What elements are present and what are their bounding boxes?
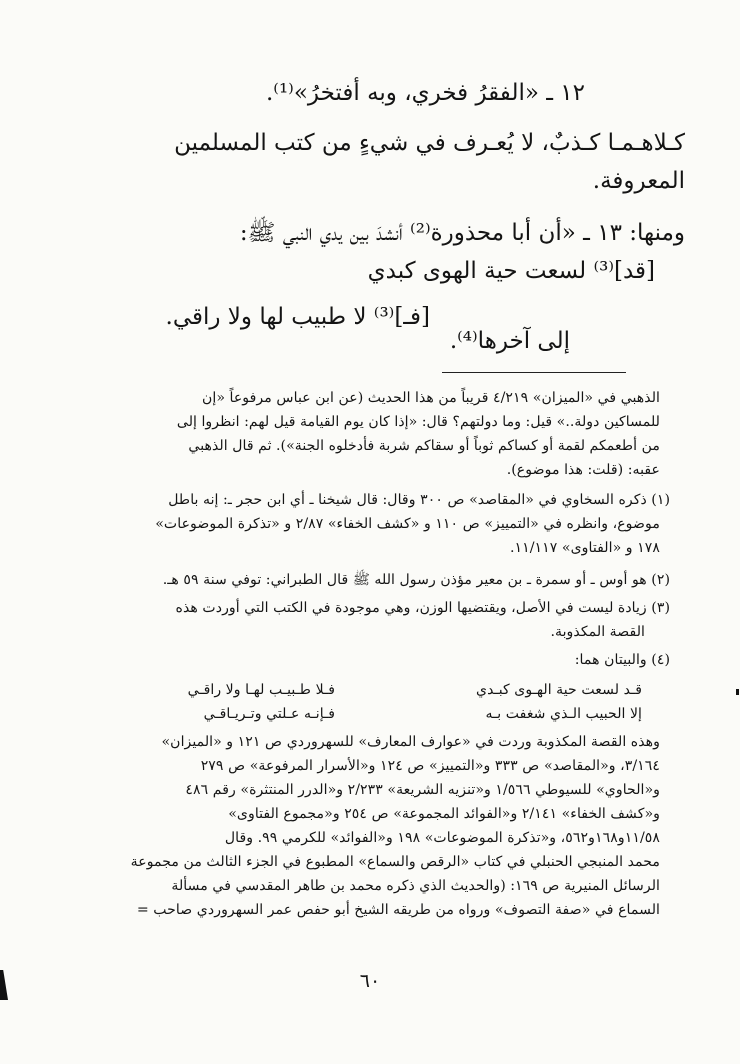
verse-line-2: [فـ]⁽³⁾ لا طبيب لها ولا راقي. xyxy=(165,304,430,330)
main-line-4: ومنها: ١٣ ـ «أن أبا محذورة⁽²⁾ أنشدَ بين يدي النبي ﷺ: xyxy=(239,220,685,246)
verse-1-second-hemistich: فـلا طـبيـب لهـا ولا راقـي xyxy=(187,682,335,698)
footnote-4-body-line-5: ١١/٥٨و١٦٨و٥٦٢، و«تذكرة الموضوعات» ١٩٨ و«الفوائد» للكرمي ٩٩. وقال xyxy=(224,830,660,846)
main-line-2: كـلاهـمـا كـذبٌ، لا يُعـرف في شيءٍ من كتب المسلمين xyxy=(174,130,685,156)
scan-mark-right xyxy=(736,689,739,695)
footnote-4-body-line-3: و«الحاوي» للسيوطي ١/٥٦٦ و«تنزيه الشريعة» ٢/٢٣٣ و«الدرر المنتثرة» رقم ٤٨٦ xyxy=(185,782,660,798)
footnote-4-body-line-2: ٣/١٦٤، و«المقاصد» ص ٣٣٣ و«التمييز» ص ١٢٤ و«الأسرار المرفوعة» ص ٢٧٩ xyxy=(200,758,660,774)
footnote-1-line-2: موضوع، وانظره في «التمييز» ص ١١٠ و «كشف الخفاء» ٢/٨٧ و «تذكرة الموضوعات» xyxy=(155,516,660,532)
footnote-4-intro: (٤) والبيتان هما: xyxy=(574,652,670,668)
main-line-7: إلى آخرها⁽⁴⁾. xyxy=(449,328,570,354)
verse-2-second-hemistich: فـإنـه عـلتي وتـريـاقـي xyxy=(203,706,335,722)
footnote-4-body-line-1: وهذه القصة المكذوبة وردت في «عوارف المعارف» للسهروردي ص ١٢١ و «الميزان» xyxy=(161,734,660,750)
footnote-2: (٢) هو أوس ـ أو سمرة ـ بن معير مؤذن رسول الله ﷺ قال الطبراني: توفي سنة ٥٩ هـ. xyxy=(162,572,670,588)
main-line-1: ١٢ ـ «الفقرُ فخري، وبه أفتخرُ»⁽¹⁾. xyxy=(265,80,585,106)
footnote-continuation-1: الذهبي في «الميزان» ٤/٢١٩ قريباً من هذا الحديث (عن ابن عباس مرفوعاً «إن xyxy=(201,390,660,406)
footnote-continuation-3: من أطعمكم لقمة أو كساكم ثوباً أو سقاكم شربة فأدخلوه الجنة»). ثم قال الذهبي xyxy=(188,438,660,454)
footnote-4-body-line-6: محمد المنبجي الحنبلي في كتاب «الرقص والسماع» المطبوع في الجزء الثالث من مجموعة xyxy=(130,854,660,870)
footnote-1-line-1: (١) ذكره السخاوي في «المقاصد» ص ٣٠٠ وقال: قال شيخنا ـ أي ابن حجر ـ: إنه باطل xyxy=(168,492,670,508)
footnote-4-body-line-4: و«كشف الخفاء» ٢/١٤١ و«الفوائد المجموعة» ص ٢٥٤ و«مجموع الفتاوى» xyxy=(228,806,660,822)
footnote-continuation-4: عقبه: (قلت: هذا موضوع). xyxy=(506,462,660,478)
verse-line-1: [قد]⁽³⁾ لسعت حية الهوى كبدي xyxy=(367,258,655,284)
footnote-4-body-line-7: الرسائل المنيرية ص ١٦٩: (والحديث الذي ذكره محمد بن طاهر المقدسي في مسألة xyxy=(171,878,660,894)
footnote-separator xyxy=(442,372,626,373)
footnote-4-body-line-8: السماع في «صفة التصوف» ورواه من طريقه الشيخ أبو حفص عمر السهروردي صاحب = xyxy=(136,902,660,918)
footnote-continuation-2: للمساكين دولة..» قيل: وما دولتهم؟ قال: «إذا كان يوم القيامة قيل لهم: انظروا إلى xyxy=(176,414,660,430)
footnote-3-line-2: القصة المكذوبة. xyxy=(550,624,645,640)
main-line-3: المعروفة. xyxy=(592,168,685,194)
verse-1-first-hemistich: قـد لسعت حية الهـوى كبـدي xyxy=(476,682,642,698)
footnote-3-line-1: (٣) زيادة ليست في الأصل، ويقتضيها الوزن، وهي موجودة في الكتب التي أوردت هذه xyxy=(175,600,670,616)
footnote-1-line-3: ١٧٨ و «الفتاوى» ١١/١١٧. xyxy=(509,540,660,556)
page-number: ٦٠ xyxy=(359,970,381,992)
verse-2-first-hemistich: إلا الحبيب الـذي شغفت بـه xyxy=(485,706,642,722)
